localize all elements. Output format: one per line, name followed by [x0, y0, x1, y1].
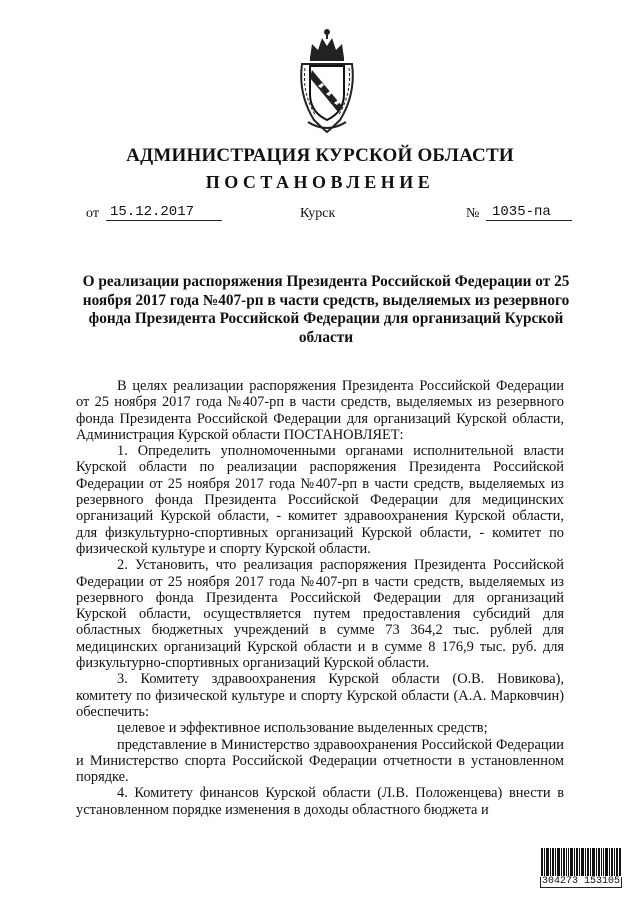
document-body — [76, 378, 564, 818]
document-city: Курск — [300, 206, 336, 221]
document-number: 1035-па — [486, 204, 572, 221]
barcode-number: 304273 153105 — [541, 876, 620, 887]
organization-name: АДМИНИСТРАЦИЯ КУРСКОЙ ОБЛАСТИ — [126, 145, 514, 166]
paragraph-4: 4. Комитету финансов Курской области (Л.В. Положенцева) внести в установленном порядке изменения в доходы областного бюджета и — [76, 785, 564, 818]
document-meta — [0, 204, 640, 226]
paragraph-preamble: В целях реализации распоряжения Президента Российской Федерации от 25 ноября 2017 года №407-рп в части средств, выделяемых из резервного фонда Президента Российской Федерации для организаций Курской области, Администрация Курской области ПОСТАНОВЛЯЕТ: — [76, 378, 564, 443]
barcode — [540, 848, 622, 888]
paragraph-3-item-1: целевое и эффективное использование выделенных средств; — [117, 720, 488, 737]
date-prefix: от — [86, 206, 99, 221]
number-label: № — [466, 206, 480, 221]
paragraph-2: 2. Установить, что реализация распоряжения Президента Российской Федерации от 25 ноября 2017 года №407-рп в части средств, выделяемых из резервного фонда Президента Российской Федерации для организаций Курской области, осуществляется путем предоставления субсидий для областных бюджетных учреждений в сумме 73 364,2 тыс. рублей для медицинских организаций Курской области и в сумме 8 176,9 тыс. руб. для физкультурно-спортивных организаций Курской области. — [76, 557, 564, 672]
paragraph-1: 1. Определить уполномоченными органами исполнительной власти Курской области по реализации распоряжения Президента Российской Федерации от 25 ноября 2017 года №407-рп в части средств, выделяемых из резервного фонда Президента Российской Федерации для медицинских организаций Курской области, - комитет здравоохранения Курской области, для физкультурно-спортивных организаций Курской области, - комитет по физической культуре и спорту Курской области. — [76, 443, 564, 557]
paragraph-3-item-2: представление в Министерство здравоохранения Российской Федерации и Министерство спорта Российской Федерации отчетности в установленном порядке. — [76, 736, 564, 786]
document-title: О реализации распоряжения Президента Российской Федерации от 25 ноября 2017 года №407-рп в части средств, выделяемых из резервного фонда Президента Российской Федерации для организаций Курской области — [82, 273, 570, 346]
document-date: 15.12.2017 — [106, 204, 222, 221]
paragraph-3: 3. Комитету здравоохранения Курской области (О.В. Новикова), комитету по физической культуре и спорту Курской области (А.А. Марковчин) обеспечить: — [76, 671, 564, 720]
coat-of-arms-emblem — [296, 24, 358, 136]
document-type: ПОСТАНОВЛЕНИЕ — [205, 172, 435, 192]
barcode-bars — [540, 848, 622, 876]
